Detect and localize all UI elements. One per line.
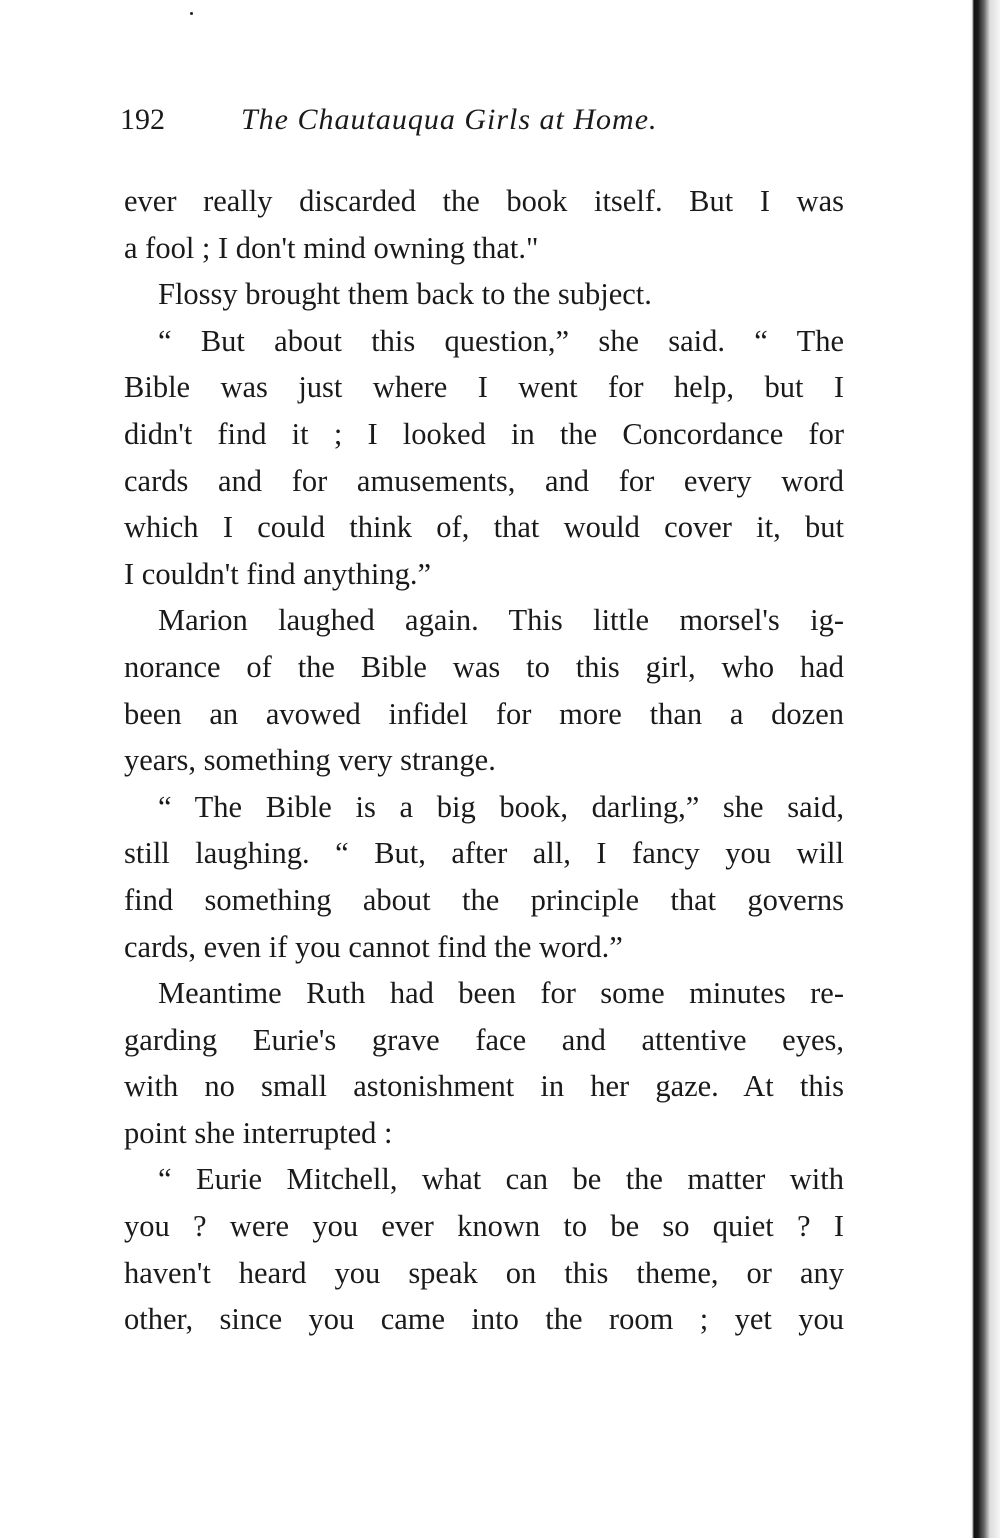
text-line: ever really discarded the book itself. But I was <box>124 184 844 218</box>
text-line: norance of the Bible was to this girl, who had <box>124 649 844 684</box>
text-line: I couldn't find anything.” <box>124 556 432 591</box>
text-line: Flossy brought them back to the subject. <box>158 277 652 312</box>
text-line: years, something very strange. <box>124 743 496 778</box>
text-line: find something about the principle that governs <box>124 882 844 917</box>
scan-speck <box>190 12 193 15</box>
page-binding-edge <box>970 0 1000 1538</box>
text-line: “ The Bible is a big book, darling,” she said, <box>158 789 844 824</box>
text-line: been an avowed infidel for more than a dozen <box>124 696 844 731</box>
text-line: “ But about this question,” she said. “ The <box>158 323 844 358</box>
body-text <box>124 178 844 1343</box>
page-header <box>120 98 840 142</box>
text-line: cards and for amusements, and for every word <box>124 463 844 498</box>
text-line: you ? were you ever known to be so quiet ? I <box>124 1209 844 1244</box>
text-line: other, since you came into the room ; yet you <box>124 1302 844 1337</box>
text-line: garding Eurie's grave face and attentive eyes, <box>124 1022 844 1057</box>
page-number: 192 <box>120 103 165 136</box>
text-line: still laughing. “ But, after all, I fancy you will <box>124 836 844 871</box>
text-line: Marion laughed again. This little morsel's ig- <box>158 603 844 638</box>
text-line: which I could think of, that would cover it, but <box>124 510 844 545</box>
text-line: with no small astonishment in her gaze. At this <box>124 1069 844 1104</box>
text-line: point she interrupted : <box>124 1115 393 1150</box>
text-line: “ Eurie Mitchell, what can be the matter with <box>158 1162 844 1197</box>
text-line: didn't find it ; I looked in the Concordance for <box>124 416 844 451</box>
text-line: Bible was just where I went for help, but I <box>124 370 844 405</box>
text-line: cards, even if you cannot find the word.” <box>124 929 623 964</box>
text-line: haven't heard you speak on this theme, or any <box>124 1255 844 1290</box>
running-title: The Chautauqua Girls at Home. <box>241 103 658 136</box>
text-line: Meantime Ruth had been for some minutes re- <box>158 976 844 1011</box>
text-line: a fool ; I don't mind owning that." <box>124 230 539 265</box>
